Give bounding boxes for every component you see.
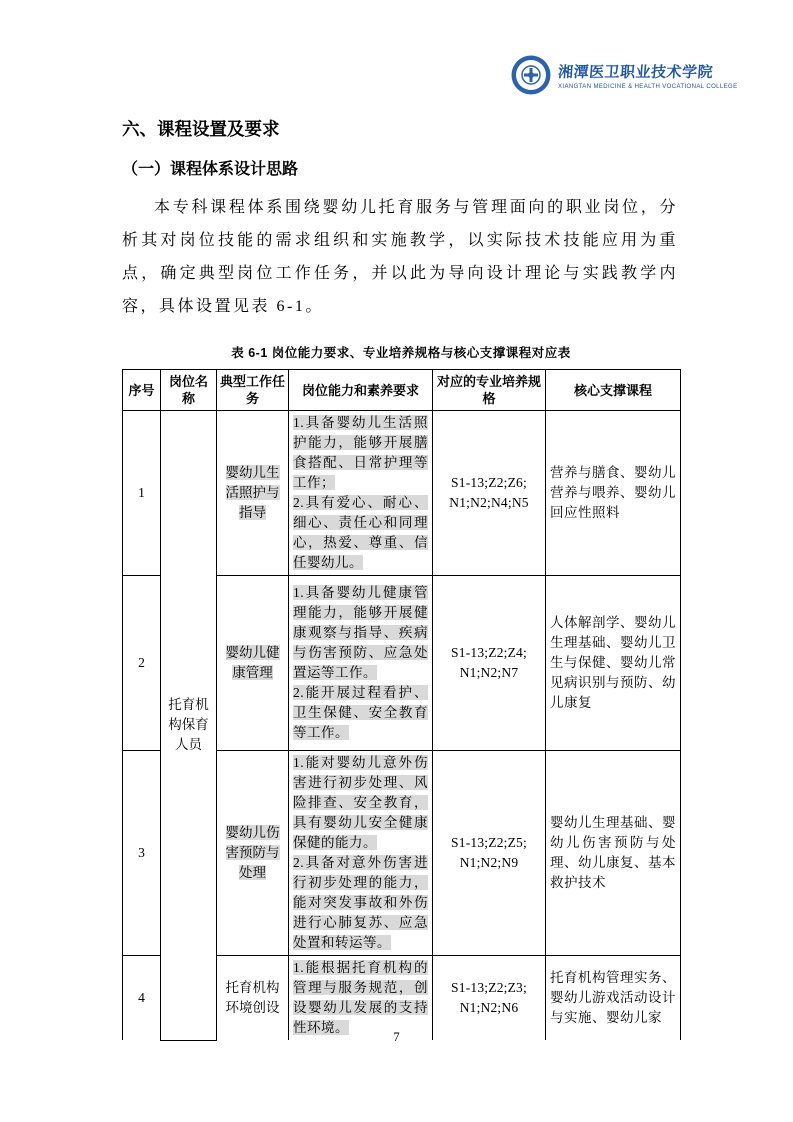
cell-seq: 1 bbox=[123, 411, 161, 576]
spec-line: N1;N2;N6 bbox=[459, 1000, 519, 1015]
header-cell-requirements: 岗位能力和素养要求 bbox=[289, 370, 433, 411]
requirement-item: 2.能开展过程看护、卫生保健、安全教育等工作。 bbox=[293, 685, 428, 740]
intro-paragraph: 本专科课程体系围绕婴幼儿托育服务与管理面向的职业岗位，分析其对岗位技能的需求组织和实施教学，以实际技术技能应用为重点，确定典型岗位工作任务，并以此为导向设计理论与实践教学内容，具体设置见表 6-1。 bbox=[122, 199, 678, 315]
college-name-zh: 湘潭医卫职业技术学院 bbox=[557, 63, 714, 82]
cell-courses: 托育机构管理实务、婴幼儿游戏活动设计与实施、婴幼儿家 bbox=[546, 956, 681, 1041]
college-name-block bbox=[558, 64, 737, 90]
requirement-item: 2.具有爱心、耐心、细心、责任心和同理心，热爱、尊重、信任婴幼儿。 bbox=[293, 495, 428, 570]
task-text: 婴幼儿伤害预防与处理 bbox=[225, 825, 280, 880]
cell-task bbox=[217, 956, 289, 1041]
cell-requirements bbox=[289, 956, 433, 1041]
cell-specs bbox=[433, 411, 546, 576]
table-caption: 表 6-1 岗位能力要求、专业培养规格与核心支撑课程对应表 bbox=[231, 346, 571, 360]
spec-line: N1;N2;N9 bbox=[459, 855, 519, 870]
cell-task bbox=[217, 751, 289, 956]
header-cell-courses: 核心支撑课程 bbox=[546, 370, 681, 411]
table-header-row bbox=[123, 370, 681, 411]
cell-specs bbox=[433, 576, 546, 751]
spec-line: S1-13;Z2;Z6; bbox=[451, 475, 527, 490]
cell-specs bbox=[433, 751, 546, 956]
cell-courses: 人体解剖学、婴幼儿生理基础、婴幼儿卫生与保健、婴幼儿常见病识别与预防、幼儿康复 bbox=[546, 576, 681, 751]
spec-line: S1-13;Z2;Z4; bbox=[451, 645, 527, 660]
cell-requirements bbox=[289, 576, 433, 751]
task-text: 婴幼儿健康管理 bbox=[225, 645, 280, 680]
requirement-item: 1.具备婴幼儿生活照护能力，能够开展膳食搭配、日常护理等工作； bbox=[293, 415, 428, 490]
cell-specs bbox=[433, 956, 546, 1041]
cell-courses: 营养与膳食、婴幼儿营养与喂养、婴幼儿回应性照料 bbox=[546, 411, 681, 576]
cell-task bbox=[217, 411, 289, 576]
requirement-item: 1.能对婴幼儿意外伤害进行初步处理、风险排查、安全教育，具有婴幼儿安全健康保健的能力。 bbox=[293, 755, 428, 850]
cell-requirements bbox=[289, 411, 433, 576]
header-logo bbox=[510, 54, 737, 101]
spec-line: S1-13;Z2;Z3; bbox=[451, 980, 527, 995]
section-title: 六、课程设置及要求 bbox=[122, 119, 280, 139]
cell-position: 托育机构保育人员 bbox=[161, 411, 217, 1041]
spec-line: N1;N2;N4;N5 bbox=[449, 495, 529, 510]
curriculum-table bbox=[122, 369, 681, 1041]
page-number: 7 bbox=[393, 1030, 400, 1044]
task-text: 托育机构环境创设 bbox=[225, 980, 280, 1015]
requirement-item: 2.具备对意外伤害进行初步处理的能力，能对突发事故和外伤进行心肺复苏、应急处置和转运等。 bbox=[293, 855, 428, 950]
college-name-en: XIANGTAN MEDICINE & HEALTH VOCATIONAL COLLEGE bbox=[558, 83, 738, 90]
subsection-title: （一）课程体系设计思路 bbox=[122, 161, 299, 178]
requirement-item: 1.具备婴幼儿健康管理能力，能够开展健康观察与指导、疾病与伤害预防、应急处置运等工作。 bbox=[293, 585, 428, 680]
task-text: 婴幼儿生活照护与指导 bbox=[225, 465, 280, 520]
spec-line: N1;N2;N7 bbox=[459, 665, 519, 680]
requirement-item: 1.能根据托育机构的管理与服务规范，创设婴幼儿发展的支持性环境。 bbox=[293, 960, 428, 1035]
header-cell-specs: 对应的专业培养规格 bbox=[433, 370, 546, 411]
table-row bbox=[123, 411, 681, 576]
spec-line: S1-13;Z2;Z5; bbox=[451, 835, 527, 850]
cell-seq: 4 bbox=[123, 956, 161, 1041]
cell-seq: 2 bbox=[123, 576, 161, 751]
college-emblem-icon bbox=[510, 54, 552, 101]
cell-courses: 婴幼儿生理基础、婴幼儿伤害预防与处理、幼儿康复、基本救护技术 bbox=[546, 751, 681, 956]
cell-requirements bbox=[289, 751, 433, 956]
cell-seq: 3 bbox=[123, 751, 161, 956]
cell-task bbox=[217, 576, 289, 751]
header-cell-seq: 序号 bbox=[123, 370, 161, 411]
header-cell-position: 岗位名称 bbox=[161, 370, 217, 411]
header-cell-task: 典型工作任务 bbox=[217, 370, 289, 411]
